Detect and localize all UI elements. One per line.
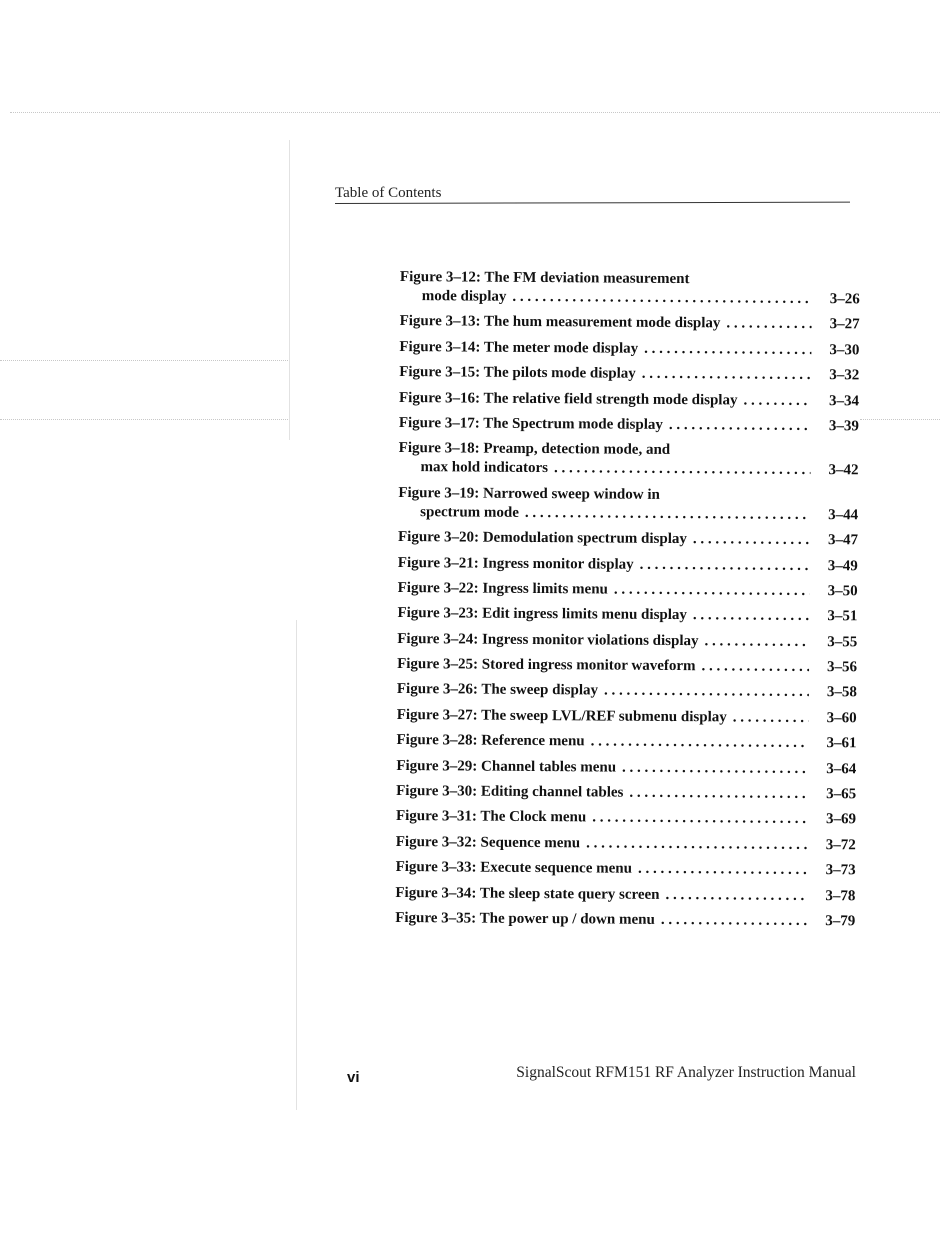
dot-leader bbox=[661, 911, 808, 931]
dot-leader bbox=[743, 391, 811, 410]
dot-leader bbox=[642, 365, 812, 385]
toc-entry[interactable] bbox=[396, 858, 856, 880]
toc-entry[interactable] bbox=[398, 528, 858, 550]
toc-entry-page: 3–44 bbox=[828, 506, 859, 524]
toc-entry[interactable] bbox=[400, 268, 860, 309]
dot-leader bbox=[733, 708, 809, 728]
dot-leader bbox=[604, 682, 809, 703]
toc-entry-title: Figure 3–20: Demodulation spectrum display bbox=[397, 529, 687, 548]
scan-artifact-margin bbox=[296, 620, 297, 1110]
toc-entry-title: Figure 3–13: The hum measurement mode display bbox=[399, 313, 721, 332]
page-number: vi bbox=[347, 1069, 360, 1086]
dot-leader bbox=[622, 758, 808, 778]
toc-entry-page: 3–78 bbox=[825, 887, 856, 904]
scan-artifact-line bbox=[860, 419, 940, 420]
dot-leader bbox=[591, 733, 809, 754]
toc-entry[interactable] bbox=[398, 484, 858, 525]
toc-entry-page: 3–72 bbox=[825, 836, 856, 854]
toc-entry-title: Figure 3–27: The sweep LVL/REF submenu display bbox=[396, 706, 727, 726]
header-rule bbox=[335, 202, 850, 204]
toc-entry-page: 3–61 bbox=[826, 735, 857, 752]
dot-leader bbox=[614, 580, 810, 600]
dot-leader bbox=[512, 288, 812, 309]
toc-entry-page: 3–64 bbox=[826, 760, 857, 777]
dot-leader bbox=[638, 860, 808, 880]
toc-entry[interactable] bbox=[395, 884, 855, 906]
toc-entry-title-line: Figure 3–19: Narrowed sweep window in bbox=[398, 484, 660, 503]
toc-entry-title: Figure 3–29: Channel tables menu bbox=[396, 757, 617, 776]
toc-entry-page: 3–79 bbox=[825, 913, 856, 930]
toc-entry[interactable] bbox=[397, 655, 857, 677]
toc-entry[interactable] bbox=[397, 706, 857, 728]
toc-entry-title: Figure 3–25: Stored ingress monitor waveform bbox=[397, 656, 696, 675]
dot-leader bbox=[693, 606, 810, 626]
dot-leader bbox=[665, 886, 807, 906]
toc-entry-title: Figure 3–23: Edit ingress limits menu display bbox=[397, 605, 688, 624]
toc-entry-page: 3–34 bbox=[828, 392, 860, 409]
toc-entry-page: 3–26 bbox=[829, 291, 860, 308]
toc-entry-title: spectrum mode bbox=[420, 503, 520, 521]
scan-artifact-line bbox=[10, 112, 940, 113]
dot-leader bbox=[640, 555, 810, 575]
scan-artifact-line bbox=[0, 419, 290, 420]
manual-title: SignalScout RFM151 RF Analyzer Instruction Manual bbox=[516, 1064, 856, 1081]
toc-entry-page: 3–39 bbox=[828, 418, 859, 435]
toc-entry[interactable] bbox=[400, 312, 860, 334]
toc-entry[interactable] bbox=[396, 731, 856, 753]
toc-entry-page: 3–73 bbox=[825, 862, 856, 879]
toc-entry-title: Figure 3–28: Reference menu bbox=[396, 732, 585, 750]
dot-leader bbox=[726, 315, 811, 335]
toc-entry-title-line: Figure 3–12: The FM deviation measurement bbox=[399, 268, 690, 288]
toc-entry-title: Figure 3–14: The meter mode display bbox=[399, 338, 639, 357]
toc-entry-title: Figure 3–32: Sequence menu bbox=[395, 833, 581, 852]
running-head: Table of Contents bbox=[335, 185, 442, 201]
toc-entry-title: Figure 3–26: The sweep display bbox=[396, 681, 599, 699]
toc-entry-page: 3–58 bbox=[826, 684, 857, 701]
dot-leader bbox=[701, 657, 809, 677]
toc-entry-title: Figure 3–24: Ingress monitor violations display bbox=[397, 630, 699, 649]
toc-entry-title: Figure 3–33: Execute sequence menu bbox=[395, 859, 633, 877]
toc-entry-page: 3–51 bbox=[827, 608, 858, 625]
toc-entry[interactable] bbox=[398, 439, 858, 480]
toc-entry-title: Figure 3–31: The Clock menu bbox=[395, 808, 587, 826]
toc-entry[interactable] bbox=[398, 579, 858, 601]
toc-entry-page: 3–47 bbox=[827, 532, 859, 549]
dot-leader bbox=[644, 340, 811, 360]
dot-leader bbox=[525, 504, 810, 525]
toc-entry[interactable] bbox=[397, 604, 857, 626]
toc-entry[interactable] bbox=[396, 807, 856, 829]
toc-entry[interactable] bbox=[397, 630, 857, 652]
toc-entry-title: Figure 3–35: The power up / down menu bbox=[395, 909, 655, 928]
toc-entry-page: 3–42 bbox=[828, 462, 859, 479]
toc-entry[interactable] bbox=[396, 782, 856, 804]
toc-entry-title: Figure 3–15: The pilots mode display bbox=[399, 364, 636, 382]
toc-entry-title: Figure 3–21: Ingress monitor display bbox=[397, 554, 634, 573]
toc-entry-page: 3–32 bbox=[829, 367, 860, 384]
toc-entry-page: 3–30 bbox=[829, 341, 860, 359]
toc-entry[interactable] bbox=[395, 909, 855, 931]
toc-entry-title-line: Figure 3–18: Preamp, detection mode, and bbox=[398, 440, 671, 459]
toc-entry-title: max hold indicators bbox=[420, 459, 549, 477]
toc-entry[interactable] bbox=[399, 414, 859, 436]
toc-entry-title: Figure 3–17: The Spectrum mode display bbox=[398, 414, 663, 433]
toc-entry-title: mode display bbox=[421, 288, 507, 305]
toc-entry-page: 3–49 bbox=[827, 557, 858, 574]
scan-artifact-line bbox=[0, 360, 290, 361]
toc-entry-page: 3–65 bbox=[826, 786, 857, 803]
toc-entry[interactable] bbox=[397, 680, 857, 702]
scan-artifact-margin bbox=[289, 140, 290, 440]
dot-leader bbox=[554, 459, 811, 480]
toc-entry-page: 3–69 bbox=[825, 811, 857, 828]
toc-entry[interactable] bbox=[396, 833, 856, 855]
toc-entry[interactable] bbox=[399, 338, 859, 360]
dot-leader bbox=[586, 834, 808, 855]
toc-entry-title: Figure 3–16: The relative field strength mode display bbox=[398, 389, 738, 409]
toc-entry[interactable] bbox=[399, 389, 859, 411]
toc-entry-page: 3–56 bbox=[827, 659, 858, 676]
toc-entry[interactable] bbox=[399, 363, 859, 385]
toc-entry[interactable] bbox=[396, 757, 856, 779]
dot-leader bbox=[629, 784, 808, 804]
toc-entry-page: 3–60 bbox=[826, 709, 857, 727]
dot-leader bbox=[704, 632, 809, 652]
toc-entry-page: 3–27 bbox=[829, 316, 860, 333]
toc-entry[interactable] bbox=[398, 554, 858, 576]
dot-leader bbox=[693, 530, 810, 550]
toc-entry-page: 3–50 bbox=[827, 583, 858, 600]
toc-entry-title: Figure 3–22: Ingress limits menu bbox=[397, 579, 608, 598]
dot-leader bbox=[669, 416, 811, 436]
toc-entry-page: 3–55 bbox=[827, 633, 858, 651]
dot-leader bbox=[592, 809, 808, 830]
toc-entry-title: Figure 3–34: The sleep state query screen bbox=[395, 884, 660, 903]
table-of-figures bbox=[395, 268, 860, 938]
toc-entry-title: Figure 3–30: Editing channel tables bbox=[396, 783, 624, 801]
